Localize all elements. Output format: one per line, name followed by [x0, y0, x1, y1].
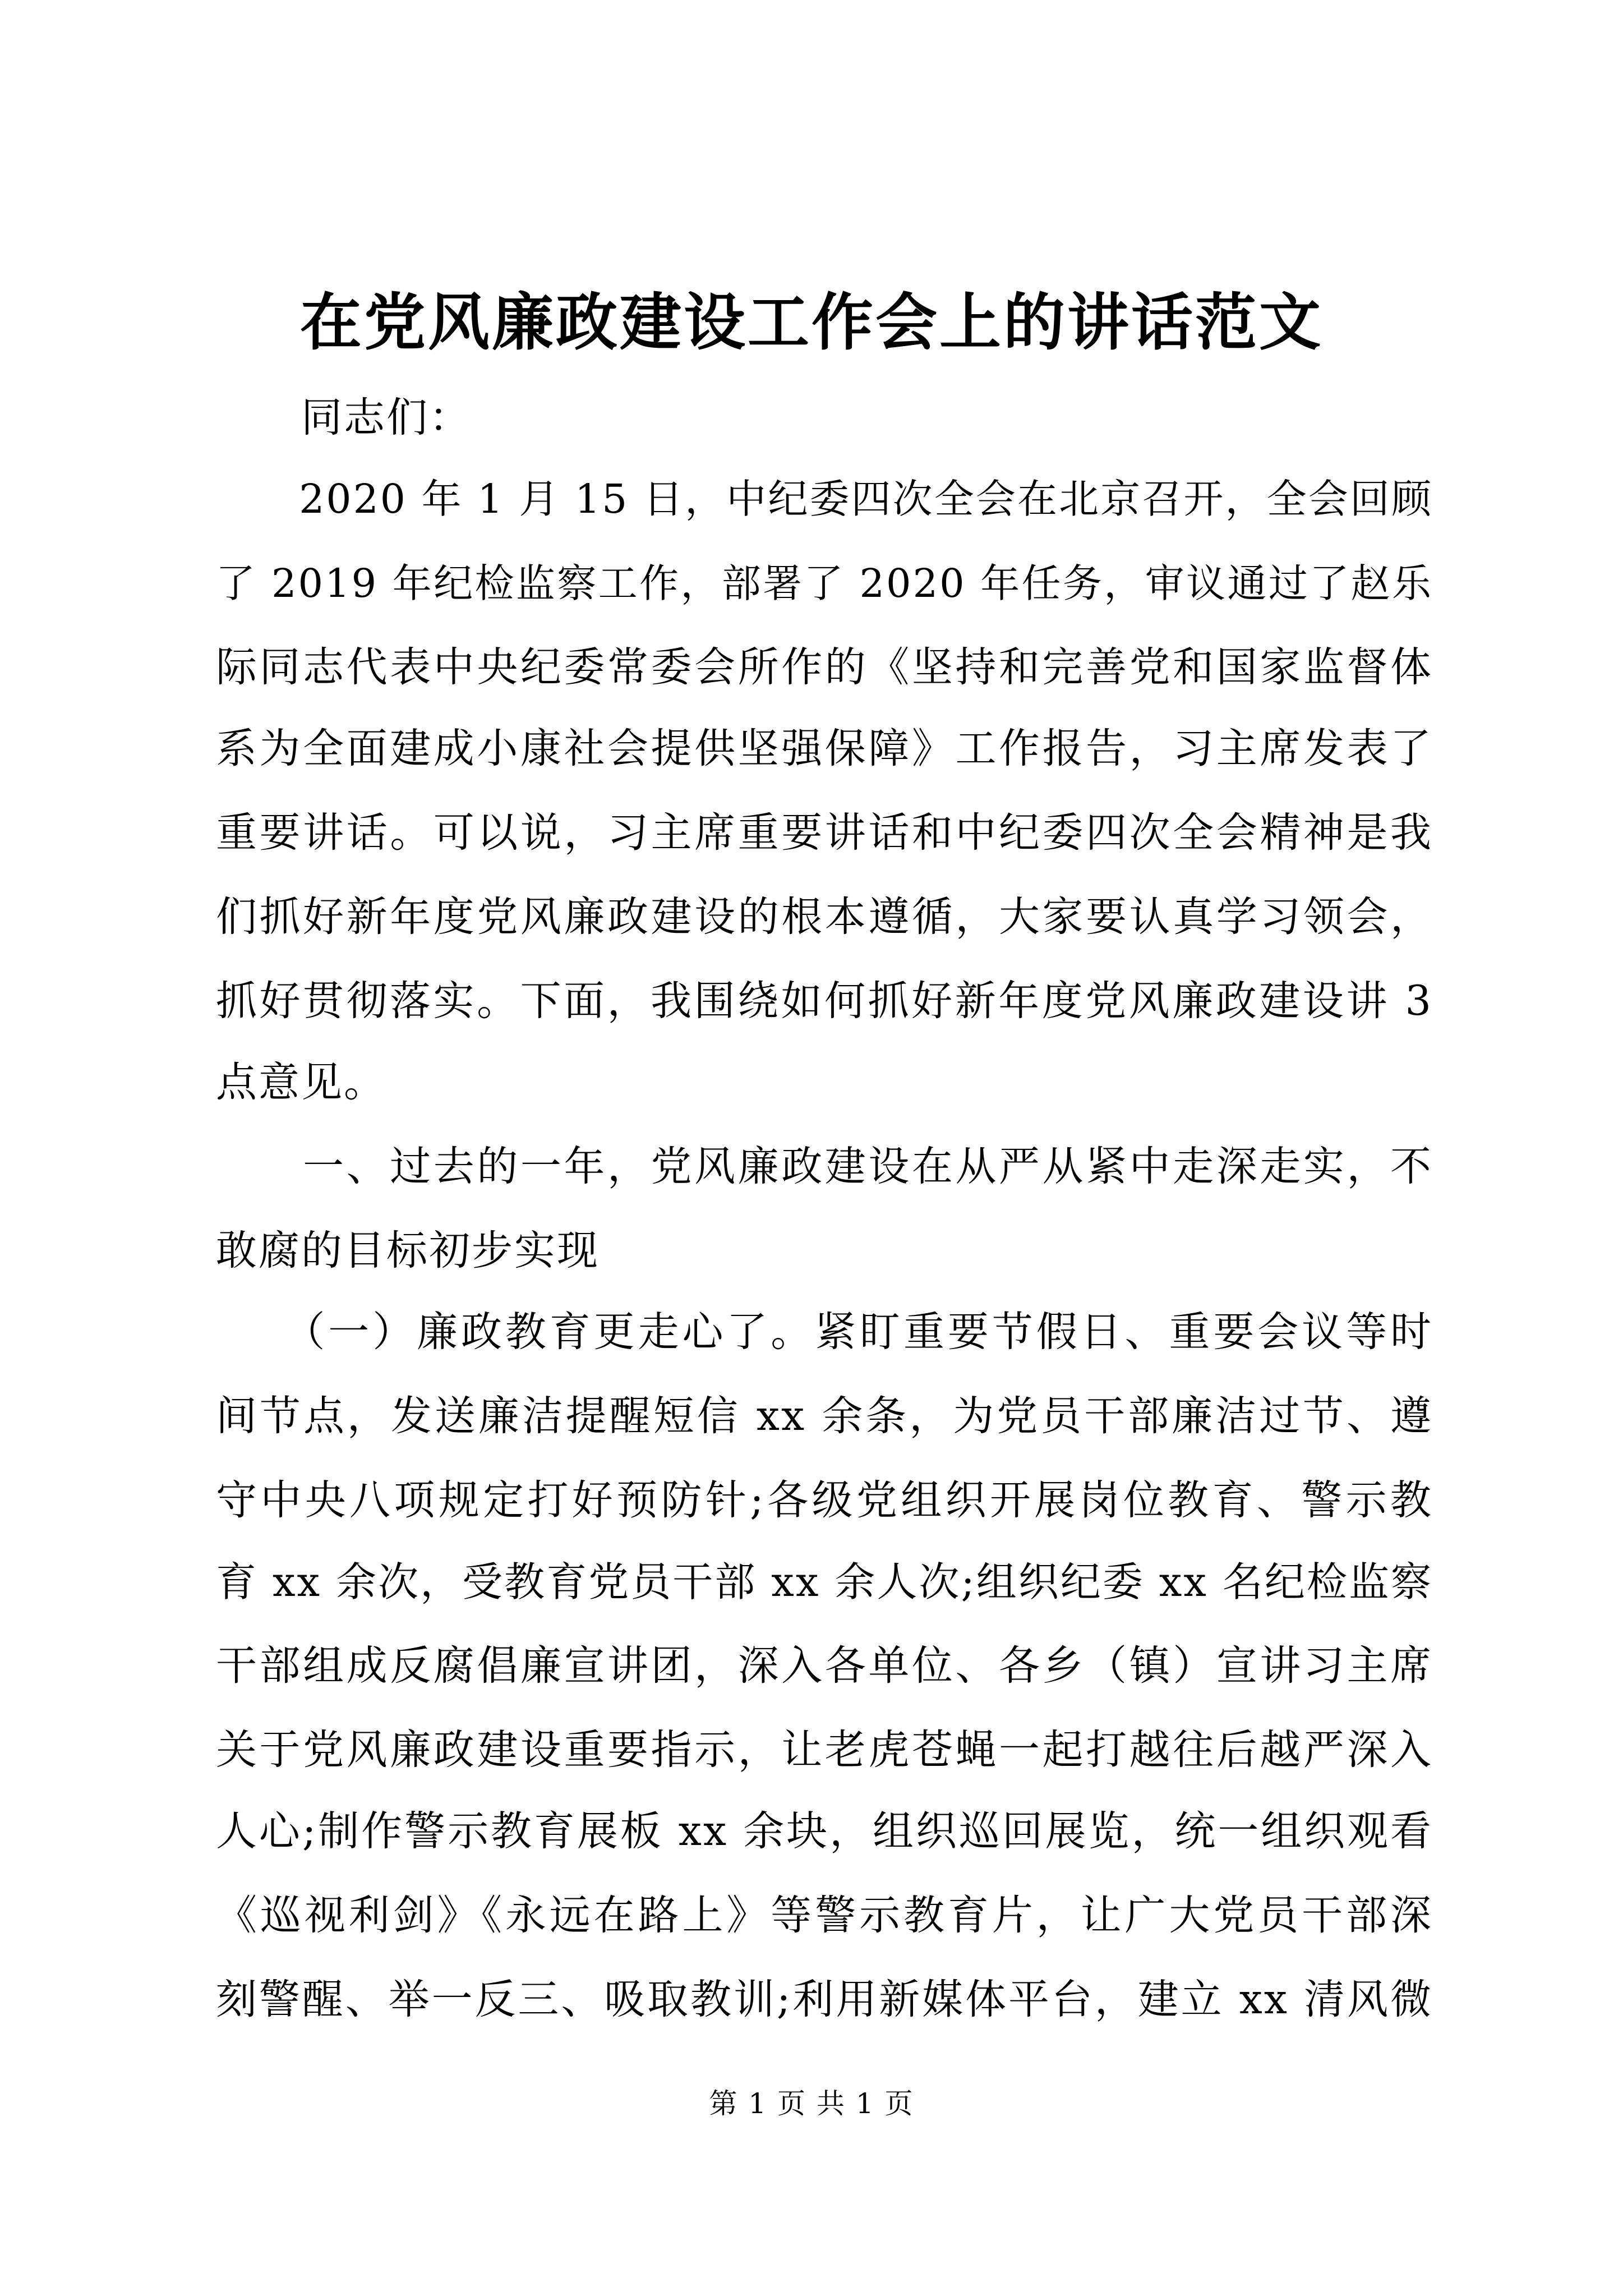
- paragraph-line: 敢腐的目标初步实现: [216, 1227, 600, 1274]
- paragraph-line: 育 xx 余次，受教育党员干部 xx 余人次;组织纪委 xx 名纪检监察: [216, 1558, 1433, 1605]
- paragraph-line: 抓好贯彻落实。下面，我围绕如何抓好新年度党风廉政建设讲 3: [216, 977, 1433, 1025]
- paragraph-line: 间节点，发送廉洁提醒短信 xx 余条，为党员干部廉洁过节、遵: [216, 1392, 1433, 1440]
- paragraph-line: 同志们：: [216, 394, 472, 441]
- paragraph-line: 关于党风廉政建设重要指示，让老虎苍蝇一起打越往后越严深入: [216, 1726, 1433, 1774]
- paragraph-line: 《巡视利剑》《永远在路上》等警示教育片，让广大党员干部深: [216, 1892, 1433, 1939]
- paragraph-line: 系为全面建成小康社会提供坚强保障》工作报告，习主席发表了: [216, 725, 1433, 772]
- paragraph-line: 重要讲话。可以说，习主席重要讲话和中纪委四次全会精神是我: [216, 809, 1433, 857]
- paragraph-line: 点意见。: [216, 1059, 386, 1106]
- paragraph-line: 干部组成反腐倡廉宣讲团，深入各单位、各乡（镇）宣讲习主席: [216, 1642, 1433, 1690]
- paragraph-line: 们抓好新年度党风廉政建设的根本遵循，大家要认真学习领会，: [216, 893, 1433, 941]
- paragraph-line: 一、过去的一年，党风廉政建设在从严从紧中走深走实，不: [216, 1143, 1433, 1190]
- paragraph-line: 2020 年 1 月 15 日，中纪委四次全会在北京召开，全会回顾: [216, 476, 1433, 522]
- paragraph-line: 了 2019 年纪检监察工作，部署了 2020 年任务，审议通过了赵乐: [216, 560, 1433, 606]
- page-footer: 第 1 页 共 1 页: [709, 2087, 914, 2120]
- paragraph-line: 守中央八项规定打好预防针;各级党组织开展岗位教育、警示教: [216, 1476, 1433, 1524]
- paragraph-line: 人心;制作警示教育展板 xx 余块，组织巡回展览，统一组织观看: [216, 1807, 1433, 1855]
- document-title: 在党风廉政建设工作会上的讲话范文: [300, 286, 1323, 358]
- paragraph-line: 际同志代表中央纪委常委会所作的《坚持和完善党和国家监督体: [216, 643, 1433, 691]
- paragraph-line: （一）廉政教育更走心了。紧盯重要节假日、重要会议等时: [216, 1308, 1433, 1356]
- paragraph-line: 刻警醒、举一反三、吸取教训;利用新媒体平台，建立 xx 清风微: [216, 1976, 1433, 2023]
